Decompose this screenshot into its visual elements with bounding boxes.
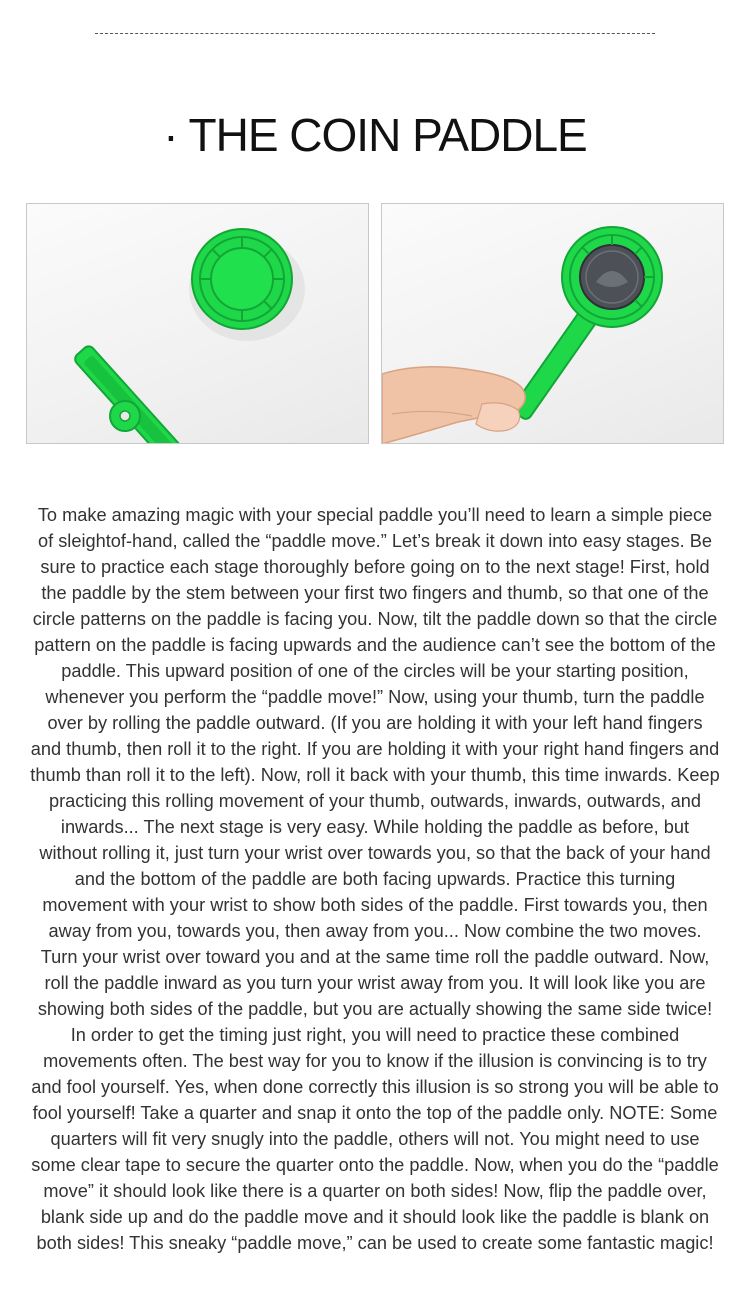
- page-title: · THE COIN PADDLE: [163, 109, 587, 161]
- hand-paddle-coin-illustration: [382, 204, 723, 443]
- paddle-photo-empty: [26, 203, 369, 444]
- instructions-paragraph: To make amazing magic with your special paddle you’ll need to learn a simple piece of sleightof-hand, called the “paddle move.” Let’s break it down into easy stages. Be sure to practice each stage thoroughly before going on to the next stage! First, hold the paddle by the stem between your first two fingers and thumb, so that one of the circle patterns on the paddle is facing you. Now, tilt the paddle down so that the circle pattern on the paddle is facing upwards and the audience can’t see the bottom of the paddle. This upward position of one of the circles will be your starting position, whenever you perform the “paddle move!” Now, using your thumb, turn the paddle over by rolling the paddle outward. (If you are holding it with your left hand fingers and thumb, then roll it to the right. If you are holding it with your right hand fingers and thumb than roll it to the left). Now, roll it back with your thumb, this time inwards. Keep practicing this rolling movement of your thumb, outwards, inwards, outwards, and inwards... The next stage is very easy. While holding the paddle as before, but without rolling it, just turn your wrist over towards you, so that the back of your hand and the bottom of the paddle are both facing upwards. Practice this turning movement with your wrist to show both sides of the paddle. First towards you, then away from you, towards you, then away from you... Now combine the two moves. Turn your wrist over toward you and at the same time roll the paddle outward. Now, roll the paddle inward as you turn your wrist away from you. It will look like you are showing both sides of the paddle, but you are actually showing the same side twice! In order to get the timing just right, you will need to practice these combined movements often. The best way for you to know if the illusion is convincing is to try and fool yourself. Yes, when done correctly this illusion is so strong you will be able to fool yourself! Take a quarter and snap it onto the top of the paddle only. NOTE: Some quarters will fit very snugly into the paddle, others will not. You might need to use some clear tape to secure the quarter onto the paddle. Now, when you do the “paddle move” it should look like there is a quarter on both sides! Now, flip the paddle over, blank side up and do the paddle move and it should look like the paddle is blank on both sides! This sneaky “paddle move,” can be used to create some fantastic magic!: [30, 505, 720, 1253]
- dashed-divider: [95, 33, 655, 34]
- paddle-photo-with-coin: [381, 203, 724, 444]
- paddle-illustration: [27, 204, 368, 443]
